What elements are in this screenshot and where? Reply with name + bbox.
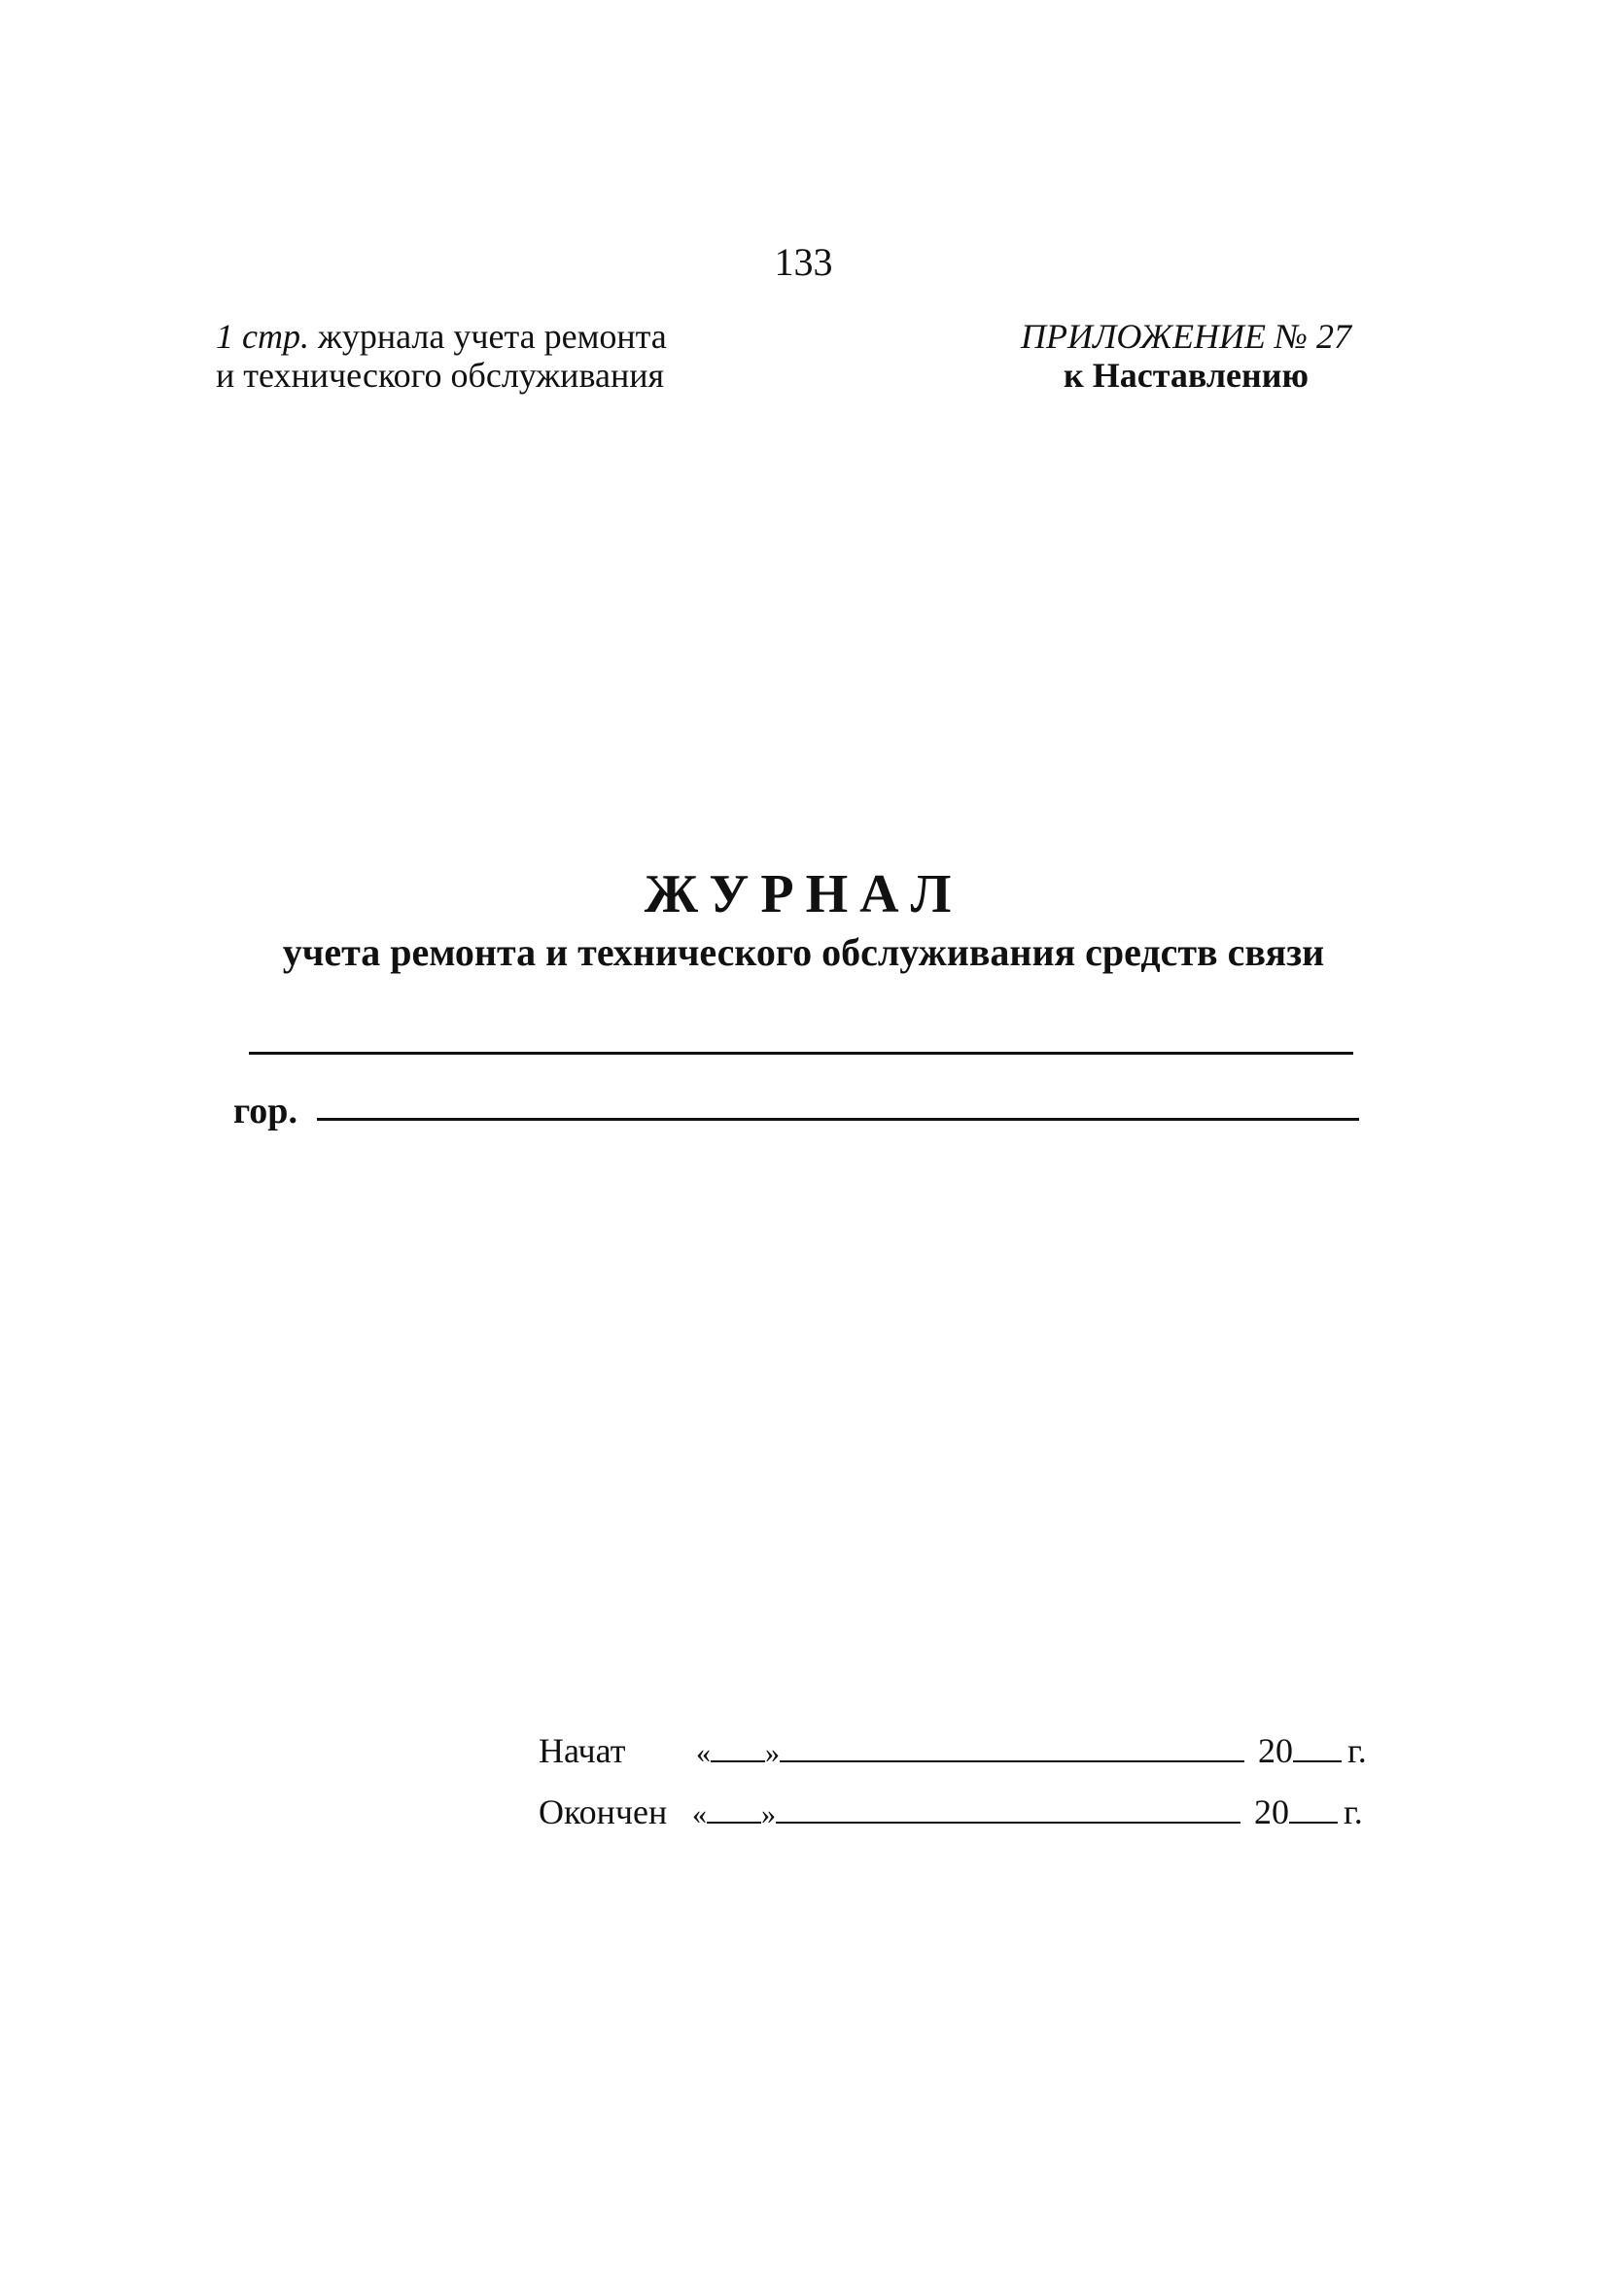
city-blank-line[interactable]: [317, 1118, 1359, 1121]
finished-label: Окончен: [539, 1792, 668, 1831]
finished-quote-close: »: [761, 1798, 776, 1830]
caption-line-2: и технического обслуживания: [216, 356, 665, 395]
started-day-blank[interactable]: [711, 1733, 765, 1762]
journal-subtitle: учета ремонта и технического обслуживания средств связи: [282, 930, 1325, 974]
appendix-subtitle: к Наставлению: [1064, 356, 1309, 395]
journal-title: ЖУРНАЛ: [644, 864, 963, 924]
started-year-suffix: г.: [1347, 1731, 1367, 1770]
organization-blank-line[interactable]: [249, 1052, 1353, 1055]
city-label: гор.: [233, 1091, 297, 1131]
caption-line-1: [216, 317, 667, 356]
started-quote-close: »: [765, 1737, 780, 1769]
caption-line-1-text: журнала учета ремонта: [308, 317, 667, 356]
finished-month-blank[interactable]: [776, 1794, 1240, 1824]
started-month-blank[interactable]: [780, 1733, 1244, 1762]
page-number: 133: [774, 240, 833, 284]
appendix-title: ПРИЛОЖЕНИЕ № 27: [1021, 317, 1351, 356]
caption-page-ref: 1 стр.: [216, 317, 309, 356]
started-row: [539, 1731, 1367, 1773]
finished-day-blank[interactable]: [707, 1794, 761, 1824]
appendix-block: [972, 317, 1400, 395]
started-year-blank[interactable]: [1293, 1733, 1342, 1762]
finished-quote-open: «: [692, 1798, 707, 1830]
page-caption: [216, 317, 667, 395]
started-label: Начат: [539, 1731, 626, 1770]
finished-year-prefix: 20: [1254, 1792, 1289, 1831]
finished-row: [539, 1792, 1363, 1834]
started-quote-open: «: [696, 1737, 711, 1769]
finished-year-blank[interactable]: [1289, 1794, 1338, 1824]
started-year-prefix: 20: [1258, 1731, 1293, 1770]
finished-year-suffix: г.: [1344, 1792, 1363, 1831]
